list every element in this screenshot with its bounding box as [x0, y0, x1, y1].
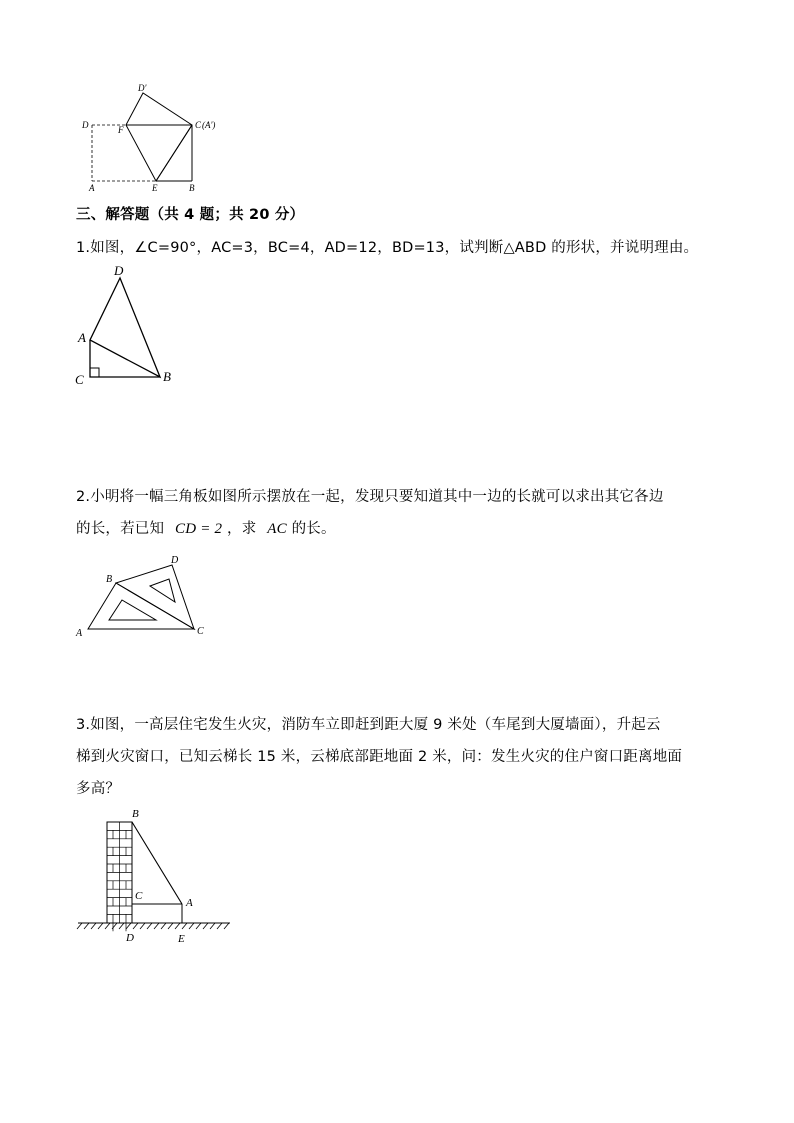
- question-3-line-2: 梯到火灾窗口，已知云梯长 15 米，云梯底部距地面 2 米，问：发生火灾的住户窗口距离地面: [76, 749, 683, 765]
- line-CE: [156, 125, 192, 181]
- figure-question-1: [74, 262, 184, 390]
- ground-hatch-line: [224, 923, 229, 929]
- label-C: C: [75, 372, 84, 387]
- question-2-line-1: 2.小明将一幅三角板如图所示摆放在一起，发现只要知道其中一边的长就可以求出其它各边: [76, 489, 664, 505]
- ground-hatch-line: [182, 923, 187, 929]
- label-C: C: [135, 890, 143, 902]
- ground-hatch-line: [77, 923, 82, 929]
- ground-hatch-line: [154, 923, 159, 929]
- ground-hatch-line: [196, 923, 201, 929]
- ground-hatch-line: [203, 923, 208, 929]
- label-D: D: [126, 932, 134, 944]
- ground-hatching: [77, 923, 229, 929]
- question-2-line-2: [76, 519, 336, 539]
- label-D: D: [171, 555, 179, 566]
- ground-hatch-line: [140, 923, 145, 929]
- label-D: D: [82, 120, 89, 130]
- question-2-text-a: 的长，若已知: [76, 521, 165, 537]
- formula-cd-equals-2: CD = 2: [175, 521, 223, 537]
- figure-question-3: [74, 803, 234, 945]
- ground-hatch-line: [119, 923, 124, 929]
- label-E: E: [178, 933, 185, 945]
- label-B: B: [132, 808, 139, 820]
- label-Dprime: D': [138, 83, 147, 93]
- figure-folded-rectangle: [80, 80, 230, 195]
- ground-hatch-line: [98, 923, 103, 929]
- label-D: D: [114, 263, 124, 278]
- label-B: B: [163, 369, 171, 384]
- label-Aprime: (A'): [202, 120, 216, 130]
- ground-hatch-line: [147, 923, 152, 929]
- ground-hatch-line: [91, 923, 96, 929]
- question-2-text-b: ，求: [227, 521, 257, 537]
- ground-hatch-line: [105, 923, 110, 929]
- question-1-text: 1.如图，∠C=90°，AC=3，BC=4，AD=12，BD=13，试判断△ABD 的形状，并说明理由。: [76, 240, 699, 256]
- label-A: A: [76, 628, 83, 639]
- question-3-line-1: 3.如图，一高层住宅发生火灾，消防车立即赶到距大厦 9 米处（车尾到大厦墙面），升起云: [76, 717, 661, 733]
- right-angle-mark: [90, 368, 99, 377]
- label-A: A: [89, 183, 95, 193]
- ground-hatch-line: [217, 923, 222, 929]
- label-B: B: [106, 574, 113, 585]
- label-C: C: [197, 626, 204, 637]
- section-heading: 三、解答题（共 4 题；共 20 分）: [76, 207, 305, 223]
- triangle-BDC-inner: [150, 579, 175, 602]
- ground-hatch-line: [161, 923, 166, 929]
- building: [107, 822, 132, 931]
- label-A: A: [186, 897, 193, 909]
- label-E: E: [152, 183, 158, 193]
- ground-hatch-line: [175, 923, 180, 929]
- figure-question-2: [72, 550, 217, 642]
- label-C: C: [195, 120, 202, 130]
- label-F: F: [118, 125, 124, 135]
- ground-hatch-line: [84, 923, 89, 929]
- question-2-text-c: 的长。: [291, 521, 336, 537]
- label-A: A: [78, 330, 86, 345]
- ground-hatch-line: [126, 923, 131, 929]
- ground-hatch-line: [168, 923, 173, 929]
- question-3-line-3: 多高？: [76, 781, 121, 797]
- shape-folded-quad: [126, 93, 192, 181]
- label-B: B: [189, 183, 195, 193]
- ground-hatch-line: [189, 923, 194, 929]
- formula-ac: AC: [267, 521, 287, 537]
- triangle-ABC-outer: [88, 583, 194, 629]
- triangle-ABD: [90, 278, 160, 377]
- ground-hatch-line: [133, 923, 138, 929]
- ground-hatch-line: [210, 923, 215, 929]
